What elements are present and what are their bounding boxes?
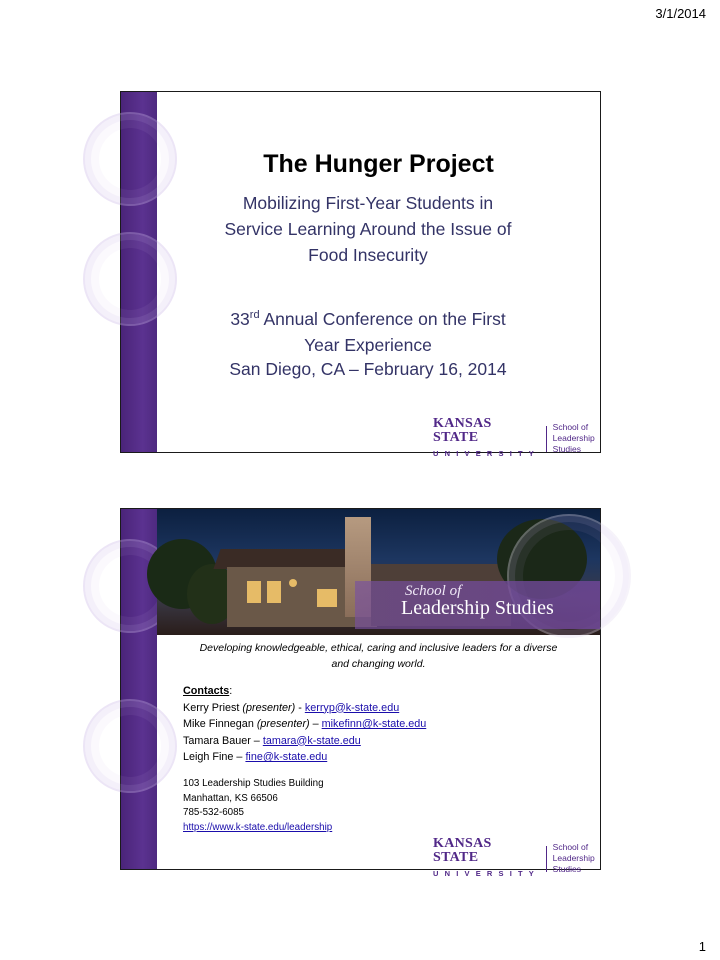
separator: – <box>233 751 246 763</box>
university-seal-watermark <box>83 699 177 793</box>
page-number: 1 <box>698 939 706 954</box>
conference-name <box>203 302 533 358</box>
logo-school-line: School of <box>552 422 589 432</box>
address-line: Manhattan, KS 66506 <box>183 792 278 804</box>
contact-role: (presenter) <box>256 718 310 730</box>
contact-name: Kerry Priest <box>183 701 243 714</box>
slide-contacts <box>120 508 601 878</box>
logo-school-line: Leadership Studies <box>552 433 595 454</box>
website-link[interactable]: https://www.k-state.edu/leadership <box>183 821 333 833</box>
ksu-logo <box>433 837 600 880</box>
subtitle-line: Mobilizing First-Year Students in <box>242 193 494 213</box>
contact-row <box>183 716 583 733</box>
presentation-subtitle <box>203 190 533 268</box>
separator: – <box>309 718 322 730</box>
contact-role: (presenter) <box>242 701 296 714</box>
ksu-logo <box>433 417 600 460</box>
contact-row <box>183 700 583 717</box>
contact-row <box>183 733 583 750</box>
logo-divider <box>546 426 547 452</box>
logo-kansas-state: KANSAS STATE <box>433 416 492 445</box>
ordinal-suffix: rd <box>249 309 260 321</box>
logo-divider <box>546 846 547 872</box>
contact-name: Tamara Bauer <box>183 734 251 747</box>
separator: – <box>250 734 263 747</box>
address-line: 103 Leadership Studies Building <box>183 778 324 789</box>
address-block <box>183 777 332 835</box>
logo-university: UNIVERSITY <box>433 449 541 458</box>
contact-email-link[interactable]: mikefinn@k-state.edu <box>321 718 427 730</box>
contacts-colon: : <box>229 685 233 697</box>
contact-row <box>183 749 583 766</box>
slide-title <box>120 91 601 458</box>
contact-email-link[interactable]: kerryp@k-state.edu <box>304 701 400 714</box>
presentation-title: The Hunger Project <box>263 150 494 178</box>
purple-sidebar <box>121 92 157 452</box>
conference-number: 33 <box>230 308 250 329</box>
logo-school-line: School of <box>552 842 589 852</box>
conference-line: Year Experience <box>304 334 432 355</box>
mission-statement <box>157 640 600 672</box>
contacts-section <box>183 683 583 766</box>
subtitle-line: Food Insecurity <box>308 245 428 265</box>
mission-line: and changing world. <box>331 658 426 670</box>
contact-email-link[interactable]: fine@k-state.edu <box>245 751 328 763</box>
subtitle-line: Service Learning Around the Issue of <box>224 219 512 239</box>
building-photo <box>157 509 600 635</box>
university-seal-watermark <box>83 232 177 326</box>
banner-school-of: School of <box>405 583 462 599</box>
contact-name: Mike Finnegan <box>183 718 257 730</box>
conference-location-date: San Diego, CA – February 16, 2014 <box>229 359 507 379</box>
page-date: 3/1/2014 <box>655 6 706 21</box>
contacts-heading: Contacts <box>183 685 230 697</box>
contact-email-link[interactable]: tamara@k-state.edu <box>262 734 361 747</box>
logo-university: UNIVERSITY <box>433 869 541 878</box>
banner-leadership-studies: Leadership Studies <box>401 597 554 619</box>
mission-line: Developing knowledgeable, ethical, caring and inclusive leaders for a diverse <box>199 642 558 654</box>
conference-text: Annual Conference on the First <box>259 308 506 329</box>
conference-line <box>203 302 533 332</box>
logo-school-line: Leadership Studies <box>552 853 595 874</box>
phone-number: 785-532-6085 <box>183 807 245 818</box>
contact-name: Leigh Fine <box>183 751 234 763</box>
logo-kansas-state: KANSAS STATE <box>433 836 492 865</box>
separator: - <box>295 701 305 714</box>
